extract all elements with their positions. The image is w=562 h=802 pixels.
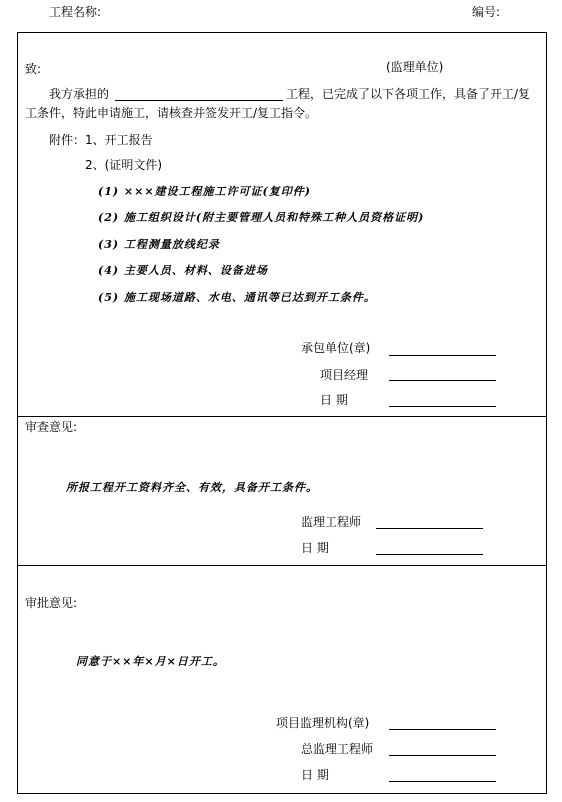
approval-org-line xyxy=(389,729,496,730)
number-label: 编号: xyxy=(472,5,501,19)
approval-org-label: 项目监理机构(章) xyxy=(276,716,370,730)
attachment-1: 附件：1、开工报告 xyxy=(49,133,153,147)
review-comment: 所报工程开工资料齐全、有效，具备开工条件。 xyxy=(66,481,318,494)
review-engineer-line xyxy=(376,528,483,529)
review-engineer-label: 监理工程师 xyxy=(301,515,362,529)
supervision-unit-label: (监理单位) xyxy=(386,60,444,74)
contractor-label: 承包单位(章) xyxy=(301,341,371,355)
manager-signature-line xyxy=(389,380,496,381)
to-label: 致: xyxy=(25,62,42,76)
attachment-2: 2、(证明文件) xyxy=(85,158,162,172)
attachment-item: (3) 工程测量放线纪录 xyxy=(98,238,220,251)
body-line-2: 工条件，特此申请施工，请核查并签发开工/复工指令。 xyxy=(25,106,318,120)
approval-chief-line xyxy=(389,755,496,756)
section-divider-review xyxy=(17,416,547,417)
review-date-label: 日 期 xyxy=(301,541,329,555)
section-divider-approval xyxy=(17,565,547,566)
application-date-label: 日 期 xyxy=(320,393,348,407)
project-name-blank xyxy=(115,100,283,101)
review-date-line xyxy=(376,554,483,555)
attachment-item: (1) ×××建设工程施工许可证(复印件) xyxy=(98,185,311,198)
approval-date-label: 日 期 xyxy=(301,768,329,782)
review-title: 审查意见: xyxy=(25,420,78,434)
approval-title: 审批意见: xyxy=(25,596,78,610)
contractor-signature-line xyxy=(389,355,496,356)
approval-date-line xyxy=(389,781,496,782)
approval-comment: 同意于××年×月×日开工。 xyxy=(76,655,225,668)
approval-chief-label: 总监理工程师 xyxy=(301,742,374,756)
body-suffix: 工程，已完成了以下各项工作，具备了开工/复 xyxy=(286,87,531,101)
body-prefix: 我方承担的 xyxy=(49,87,110,101)
project-name-label: 工程名称: xyxy=(49,5,102,19)
attachment-item: (5) 施工现场道路、水电、通讯等已达到开工条件。 xyxy=(98,291,376,304)
manager-label: 项目经理 xyxy=(320,368,369,382)
application-date-line xyxy=(389,406,496,407)
attachment-item: (4) 主要人员、材料、设备进场 xyxy=(98,264,268,277)
attachment-item: (2) 施工组织设计(附主要管理人员和特殊工种人员资格证明) xyxy=(98,211,425,224)
